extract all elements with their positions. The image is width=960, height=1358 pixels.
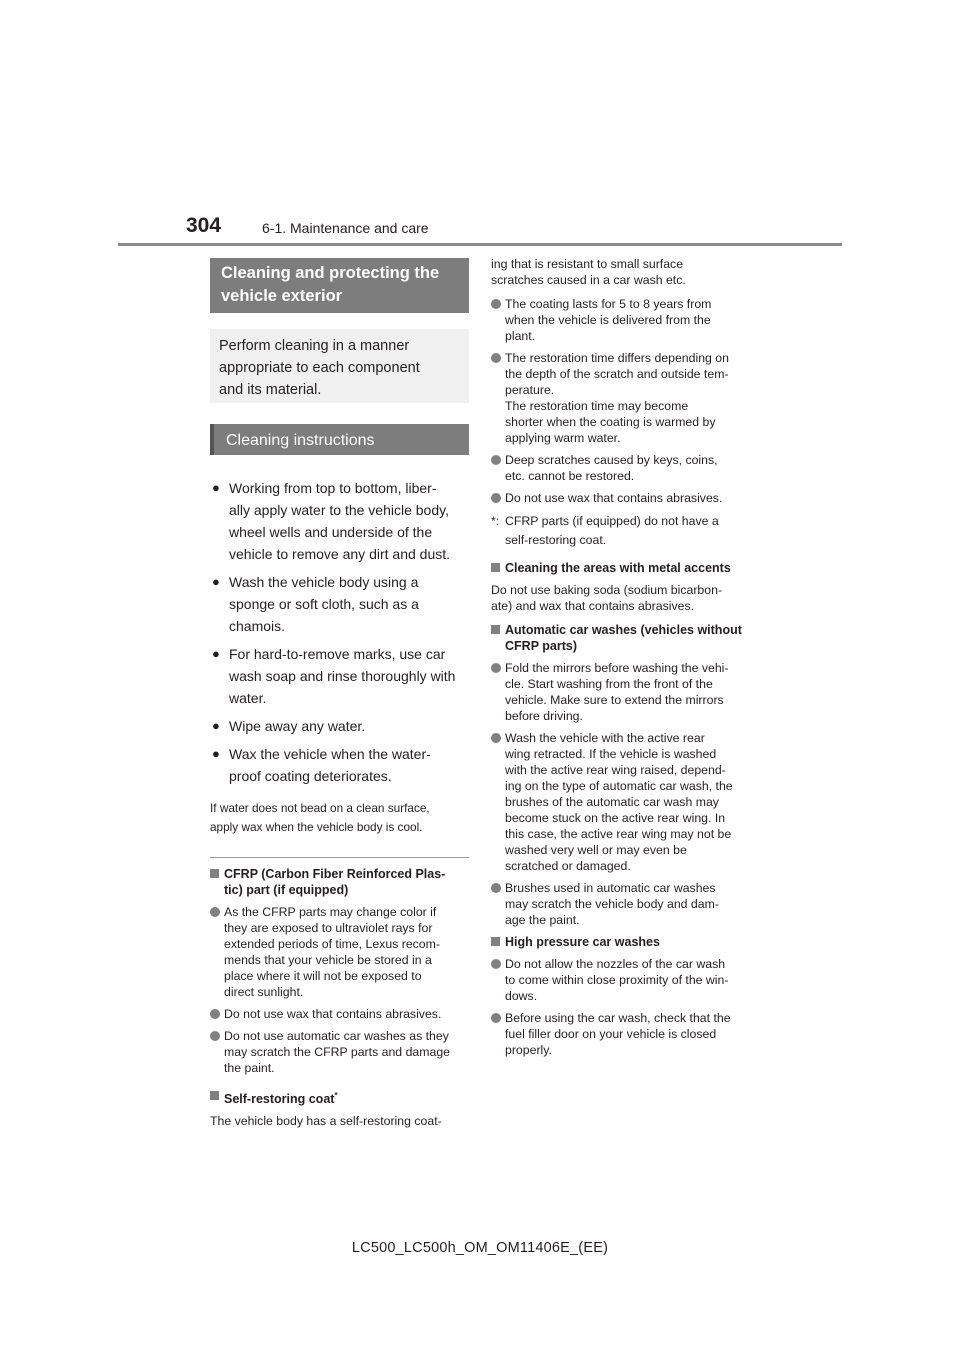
list-item: Fold the mirrors before washing the vehi- cle. Start washing from the front of the vehicle. Make sure to extend the mirrors before driving. bbox=[491, 660, 753, 724]
list-item: Deep scratches caused by keys, coins, etc. cannot be restored. bbox=[491, 452, 753, 484]
bullet-item: ● Working from top to bottom, liber- ally apply water to the vehicle body, wheel wells and underside of the vehicle to remove any dirt and dust. bbox=[210, 477, 469, 565]
list-item: Wash the vehicle with the active rear wing retracted. If the vehicle is washed with the active rear wing raised, depend- ing on the type of automatic car wash, the brushes of the automatic car wash may become stuck on the active rear wing. In this case, the active rear wing may not be washed very well or may even be scratched or damaged. bbox=[491, 730, 753, 874]
circle-bullet-icon bbox=[491, 663, 501, 673]
asterisk-mark: * bbox=[334, 1091, 338, 1100]
document-footer: LC500_LC500h_OM_OM11406E_(EE) bbox=[351, 1240, 609, 1256]
list-item: Before using the car wash, check that the fuel filler door on your vehicle is closed properly. bbox=[491, 1010, 753, 1058]
list-item: Do not use wax that contains abrasives. bbox=[210, 1006, 469, 1022]
list-item: As the CFRP parts may change color if they are exposed to ultraviolet rays for extended periods of time, Lexus recom- mends that your vehicle be stored in a place where it will not be exposed to direct sunlight. bbox=[210, 904, 469, 1000]
metal-heading: Cleaning the areas with metal accents bbox=[491, 560, 753, 576]
circle-bullet-icon bbox=[491, 1013, 501, 1023]
square-bullet-icon bbox=[210, 869, 219, 878]
square-bullet-icon bbox=[491, 937, 500, 946]
cfrp-heading: CFRP (Carbon Fiber Reinforced Plas- tic) part (if equipped) bbox=[210, 866, 469, 898]
section-title: 6-1. Maintenance and care bbox=[262, 220, 429, 236]
circle-bullet-icon bbox=[491, 883, 501, 893]
page-number: 304 bbox=[186, 214, 222, 237]
left-column bbox=[210, 258, 469, 1137]
square-bullet-icon bbox=[491, 563, 500, 572]
self-restoring-paragraph: The vehicle body has a self-restoring coat- bbox=[210, 1114, 442, 1129]
circle-bullet-icon bbox=[491, 733, 501, 743]
header-rule bbox=[118, 243, 842, 246]
continued-paragraph: ing that is resistant to small surface scratches caused in a car wash etc. bbox=[491, 257, 686, 287]
bullet-icon: ● bbox=[212, 746, 220, 761]
list-item: The restoration time differs depending on the depth of the scratch and outside tem- perature. The restoration time may become shorter when the coating is warmed by applying warm water. bbox=[491, 350, 753, 446]
bullet-item: ● Wipe away any water. bbox=[210, 715, 469, 737]
circle-bullet-icon bbox=[491, 299, 501, 309]
automatic-wash-heading: Automatic car washes (vehicles without CFRP parts) bbox=[491, 622, 753, 654]
square-bullet-icon bbox=[210, 1091, 219, 1100]
intro-box: Perform cleaning in a manner appropriate to each component and its material. bbox=[210, 329, 469, 403]
circle-bullet-icon bbox=[491, 455, 501, 465]
instructions-title-bar: Cleaning instructions bbox=[210, 424, 469, 455]
footnote: *: CFRP parts (if equipped) do not have a self-restoring coat. bbox=[491, 514, 719, 547]
circle-bullet-icon bbox=[491, 353, 501, 363]
circle-bullet-icon bbox=[210, 1009, 220, 1019]
bullet-item: ● For hard-to-remove marks, use car wash soap and rinse thoroughly with water. bbox=[210, 643, 469, 709]
wax-note: If water does not bead on a clean surface, apply wax when the vehicle body is cool. bbox=[210, 801, 430, 834]
pressure-wash-heading: High pressure car washes bbox=[491, 934, 753, 950]
circle-bullet-icon bbox=[210, 1031, 220, 1041]
main-title-bar: Cleaning and protecting the vehicle exterior bbox=[210, 258, 469, 313]
list-item: The coating lasts for 5 to 8 years from when the vehicle is delivered from the plant. bbox=[491, 296, 753, 344]
circle-bullet-icon bbox=[491, 959, 501, 969]
bullet-icon: ● bbox=[212, 646, 220, 661]
square-bullet-icon bbox=[491, 625, 500, 634]
bullet-item: ● Wash the vehicle body using a sponge or soft cloth, such as a chamois. bbox=[210, 571, 469, 637]
divider bbox=[210, 857, 469, 858]
circle-bullet-icon bbox=[491, 493, 501, 503]
footnote-mark: *: bbox=[491, 514, 500, 528]
bullet-icon: ● bbox=[212, 574, 220, 589]
circle-bullet-icon bbox=[210, 907, 220, 917]
list-item: Do not use wax that contains abrasives. bbox=[491, 490, 753, 506]
bullet-icon: ● bbox=[212, 480, 220, 495]
list-item: Do not allow the nozzles of the car wash to come within close proximity of the win- dows. bbox=[491, 956, 753, 1004]
list-item: Brushes used in automatic car washes may scratch the vehicle body and dam- age the paint. bbox=[491, 880, 753, 928]
bullet-icon: ● bbox=[212, 718, 220, 733]
self-restoring-heading: Self-restoring coat* bbox=[210, 1088, 469, 1107]
list-item: Do not use automatic car washes as they may scratch the CFRP parts and damage the paint. bbox=[210, 1028, 469, 1076]
metal-paragraph: Do not use baking soda (sodium bicarbon- ate) and wax that contains abrasives. bbox=[491, 583, 723, 613]
instruction-bullets bbox=[210, 477, 469, 787]
bullet-item: ● Wax the vehicle when the water- proof coating deteriorates. bbox=[210, 743, 469, 787]
right-column bbox=[491, 256, 753, 1064]
